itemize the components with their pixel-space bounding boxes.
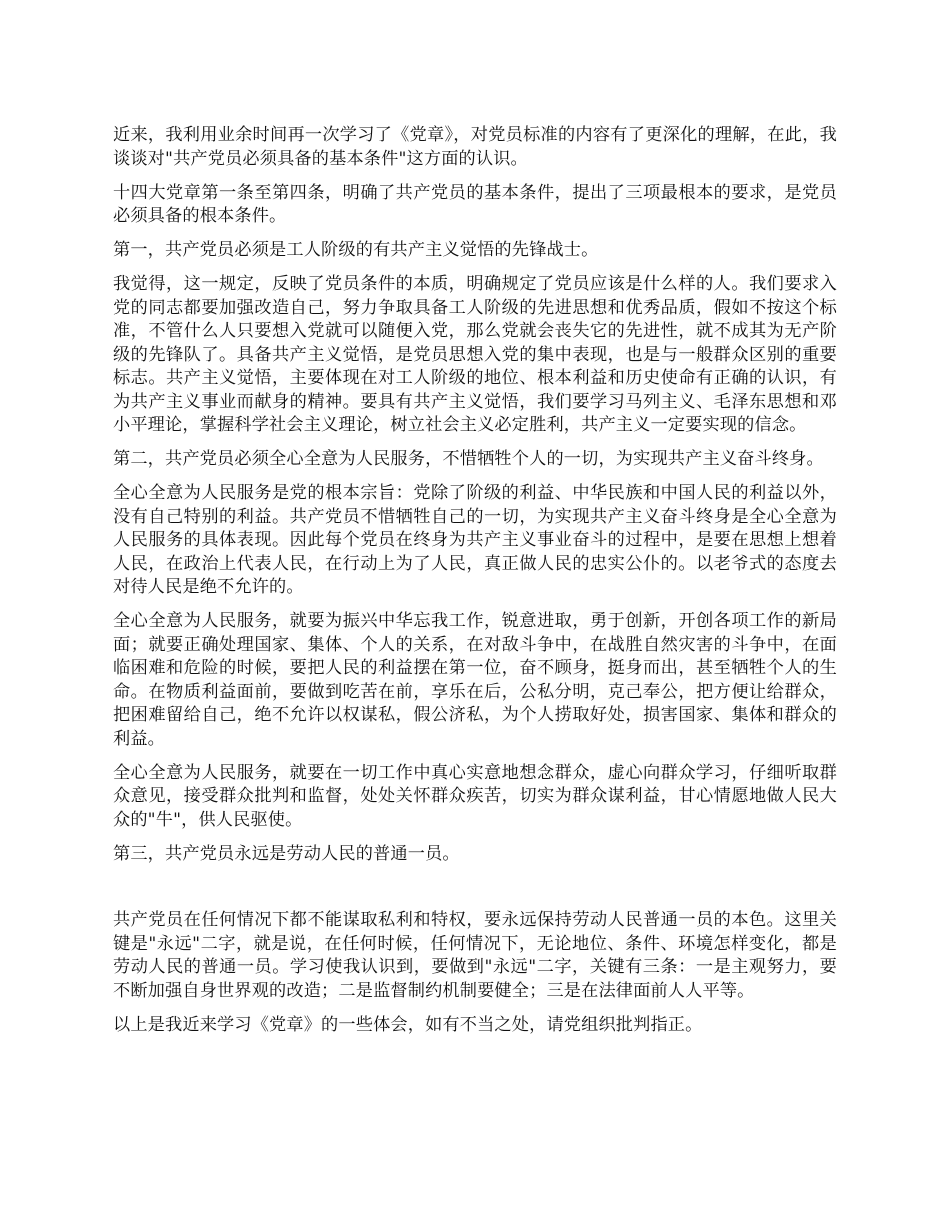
paragraph-point-two-body-2: 全心全意为人民服务，就要为振兴中华忘我工作，锐意进取，勇于创新，开创各项工作的新局面；就要正确处理国家、集体、个人的关系，在对敌斗争中，在战胜自然灾害的斗争中，在面临困难和危险的时候，要把人民的利益摆在第一位，奋不顾身，挺身而出，甚至牺牲个人的生命。在物质利益面前，要做到吃苦在前，享乐在后，公私分明，克己奉公，把方便让给群众，把困难留给自己，绝不允许以权谋私，假公济私，为个人捞取好处，损害国家、集体和群众的利益。: [113, 611, 837, 749]
paragraph-point-two-body-1: 全心全意为人民服务是党的根本宗旨：党除了阶级的利益、中华民族和中国人民的利益以外，没有自己特别的利益。共产党员不惜牺牲自己的一切，为实现共产主义奋斗终身是全心全意为人民服务的具体表现。因此每个党员在终身为共产主义事业奋斗的过程中，是要在思想上想着人民，在政治上代表人民，在行动上为了人民，真正做人民的忠实公仆的。以老爷式的态度去对待人民是绝不允许的。: [113, 483, 837, 597]
paragraph-point-three-body: 共产党员在任何情况下都不能谋取私利和特权，要永远保持劳动人民普通一员的本色。这里关键是"永远"二字，就是说，在任何时候，任何情况下，无论地位、条件、环境怎样变化，都是劳动人民的普通一员。学习使我认识到，要做到"永远"二字，关键有三条：一是主观努力，要不断加强自身世界观的改造；二是监督制约机制要健全；三是在法律面前人人平等。: [113, 910, 837, 1001]
paragraph-point-three-heading: 第三，共产党员永远是劳动人民的普通一员。: [113, 843, 460, 864]
paragraph-conclusion: 以上是我近来学习《党章》的一些体会，如有不当之处，请党组织批判指正。: [113, 1014, 703, 1035]
document-body: [113, 124, 837, 1048]
paragraph-point-two-body-3: 全心全意为人民服务，就要在一切工作中真心实意地想念群众，虚心向群众学习，仔细听取群众意见，接受群众批判和监督，处处关怀群众疾苦，切实为群众谋利益，甘心情愿地做人民大众的"牛"，供人民驱使。: [113, 762, 837, 830]
paragraph-intro: 近来，我利用业余时间再一次学习了《党章》，对党员标准的内容有了更深化的理解，在此，我谈谈对"共产党员必须具备的基本条件"这方面的认识。: [113, 125, 837, 169]
paragraph-overview: 十四大党章第一条至第四条，明确了共产党员的基本条件，提出了三项最根本的要求，是党员必须具备的根本条件。: [113, 182, 837, 226]
paragraph-point-one-heading: 第一，共产党员必须是工人阶级的有共产主义觉悟的先锋战士。: [113, 240, 599, 260]
paragraph-point-two-heading: 第二，共产党员必须全心全意为人民服务，不惜牺牲个人的一切，为实现共产主义奋斗终身。: [113, 449, 824, 469]
paragraph-point-one-body: 我觉得，这一规定，反映了党员条件的本质，明确规定了党员应该是什么样的人。我们要求入党的同志都要加强改造自己，努力争取具备工人阶级的先进思想和优秀品质，假如不按这个标准，不管什么人只要想入党就可以随便入党，那么党就会丧失它的先进性，就不成其为无产阶级的先锋队了。具备共产主义觉悟，是党员思想入党的集中表现，也是与一般群众区别的重要标志。共产主义觉悟，主要体现在对工人阶级的地位、根本利益和历史使命有正确的认识，有为共产主义事业而献身的精神。要具有共产主义觉悟，我们要学习马列主义、毛泽东思想和邓小平理论，掌握科学社会主义理论，树立社会主义必定胜利，共产主义一定要实现的信念。: [113, 274, 837, 435]
